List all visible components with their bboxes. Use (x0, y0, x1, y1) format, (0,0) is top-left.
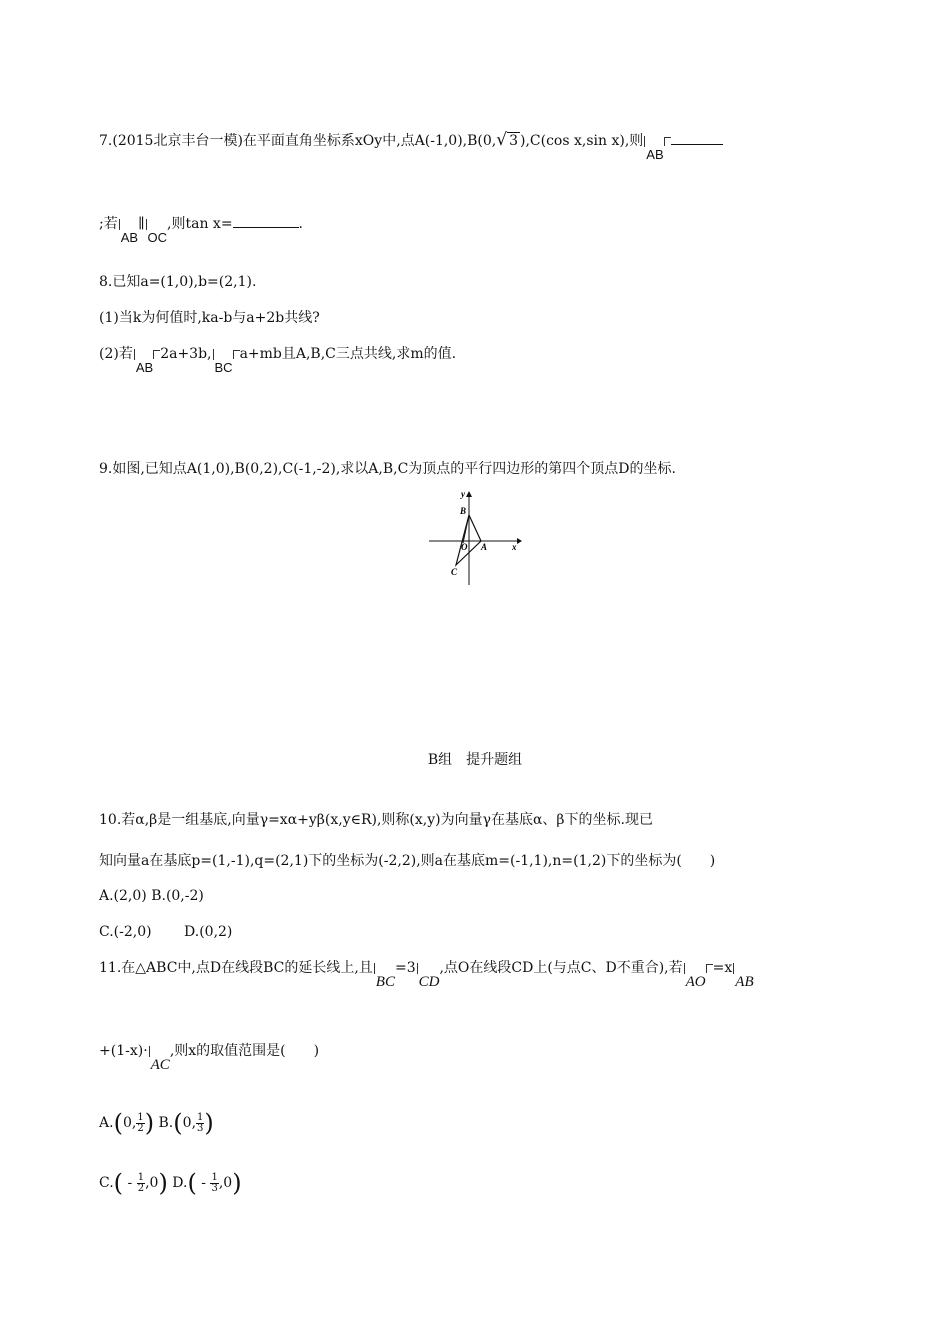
vector-bar (733, 963, 734, 974)
option-a-label: A. (99, 1115, 114, 1131)
vector-ab: AB (135, 360, 154, 375)
period: . (298, 216, 303, 232)
answer-blank-2[interactable] (233, 213, 299, 228)
parallel-sign: ∥ (138, 216, 145, 232)
vector-bar (213, 349, 214, 360)
vector-oc: OC (147, 230, 168, 245)
q8-title: 8.已知a=(1,0),b=(2,1). (99, 274, 257, 290)
q7-text-c: ;若 (99, 216, 118, 232)
vector-bar (644, 136, 645, 147)
label-c: C (451, 567, 458, 577)
q8-text-c: a+mb且A,B,C三点共线,求m的值. (239, 346, 457, 362)
vector-ao: AO (685, 974, 706, 990)
coordinate-figure (425, 485, 525, 590)
q10-line1: 10.若α,β是一组基底,向量γ=xα+yβ(x,y∈R),则称(x,y)为向量γ在基底α、β下的坐标.现已 (99, 812, 653, 828)
vector-ab: AB (735, 974, 754, 990)
q10-line2: 知向量a在基底p=(1,-1),q=(2,1)下的坐标为(-2,2),则a在基底m=(-1,1),n=(1,2)下的坐标为( ) (99, 853, 716, 869)
vector-bar (146, 219, 147, 230)
eq-3: =3 (394, 960, 416, 976)
denominator: 3 (211, 1182, 218, 1194)
q7-text-d: ,则tan x= (167, 216, 233, 232)
fraction-third (210, 1173, 218, 1194)
q7-line1 (99, 130, 723, 162)
paren-close: ) (158, 1169, 168, 1197)
x-arrow-icon (517, 538, 522, 544)
q11-line1 (99, 959, 754, 990)
paren-open: ( (113, 1169, 124, 1197)
q10-options-ab: A.(2,0) B.(0,-2) (99, 888, 204, 904)
numerator: 1 (137, 1171, 145, 1183)
q11-text-b: ,点O在线段CD上(与点C、D不重合),若 (439, 960, 683, 976)
q11-options-ab: A.(0, $\frac{1}{2}$ ) B.(0, $\frac{1}{3}$ ) (99, 1109, 214, 1137)
vector-bar (149, 1046, 150, 1057)
section-heading: B组 提升题组 (427, 752, 523, 768)
paren-open: ( (173, 1109, 183, 1137)
vector-bar (417, 963, 418, 974)
q8-part1: (1)当k为何值时,ka-b与a+2b共线? (99, 310, 320, 326)
label-y: y (461, 489, 465, 499)
q7-text-b: ),C(cos x,sin x),则 (520, 133, 644, 149)
numerator: 1 (197, 1111, 204, 1123)
numerator: 1 (137, 1111, 144, 1123)
label-b: B (460, 506, 467, 516)
vector-bar (684, 963, 685, 974)
q7-line2 (99, 213, 303, 245)
sqrt-3: √ 3 (496, 130, 518, 150)
q9-text: 9.如图,已知点A(1,0),B(0,2),C(-1,-2),求以A,B,C为顶点的平行四边形的第四个顶点D的坐标. (99, 461, 676, 477)
denominator: 2 (137, 1182, 145, 1194)
zero: 0 (223, 1175, 233, 1191)
minus-sign: - (201, 1175, 207, 1191)
vector-bar (119, 219, 120, 230)
eq-mark (706, 964, 713, 973)
paren-open: ( (113, 1109, 123, 1137)
q8-text-b: 2a+3b, (160, 346, 212, 362)
fraction-half (137, 1173, 145, 1194)
eq-mark (664, 137, 671, 146)
vector-cd: CD (418, 974, 440, 990)
label-o: O (461, 542, 468, 552)
q11-text-a: 11.在△ABC中,点D在线段BC的延长线上,且 (99, 960, 373, 976)
denominator: 3 (197, 1122, 204, 1134)
denominator: 2 (137, 1122, 144, 1134)
vector-ab: AB (120, 230, 139, 245)
answer-blank-1[interactable] (671, 130, 723, 145)
paren-close: ) (204, 1109, 214, 1137)
vector-ac: AC (150, 1057, 170, 1073)
q8-text-a: (2)若 (99, 346, 133, 362)
vector-bar (134, 349, 135, 360)
q11-text-d: ,则x的取值范围是( ) (169, 1043, 320, 1059)
numerator: 1 (211, 1171, 218, 1183)
option-b-label: B. (158, 1115, 174, 1131)
eq-x: =x (712, 960, 733, 976)
paren-close: ) (232, 1169, 242, 1197)
label-x: x (512, 542, 517, 552)
q8-part2 (99, 345, 457, 375)
zero: 0 (122, 1115, 132, 1131)
minus-sign: - (127, 1175, 133, 1191)
q11-text-c: +(1-x)· (99, 1043, 148, 1059)
y-arrow-icon (466, 491, 472, 497)
option-d-label: D. (172, 1175, 188, 1191)
option-c-label: C. (99, 1175, 114, 1191)
zero: 0 (182, 1115, 192, 1131)
q11-options-cd: C.( - $\frac{1}{2}$ ,0) D.( - $\frac{1}{3}$ ,0) (99, 1169, 242, 1197)
q10-options-cd: C.(-2,0) D.(0,2) (99, 924, 233, 940)
paren-open: ( (187, 1169, 197, 1197)
vector-ab: AB (646, 147, 664, 162)
vector-bar (374, 963, 375, 974)
paren-close: ) (144, 1109, 155, 1137)
fraction-half (136, 1113, 144, 1134)
figure-svg (425, 485, 525, 590)
zero: 0 (149, 1175, 159, 1191)
vector-bc: BC (214, 360, 233, 375)
q7-text-a: 7.(2015北京丰台一模)在平面直角坐标系xOy中,点A(-1,0),B(0, (99, 133, 497, 149)
vector-bc: BC (375, 974, 395, 990)
segment-b-o (463, 515, 469, 543)
q11-line2 (99, 1042, 320, 1073)
sqrt-radicand: 3 (509, 133, 518, 149)
label-a: A (481, 542, 488, 552)
eq-mark (233, 350, 240, 359)
